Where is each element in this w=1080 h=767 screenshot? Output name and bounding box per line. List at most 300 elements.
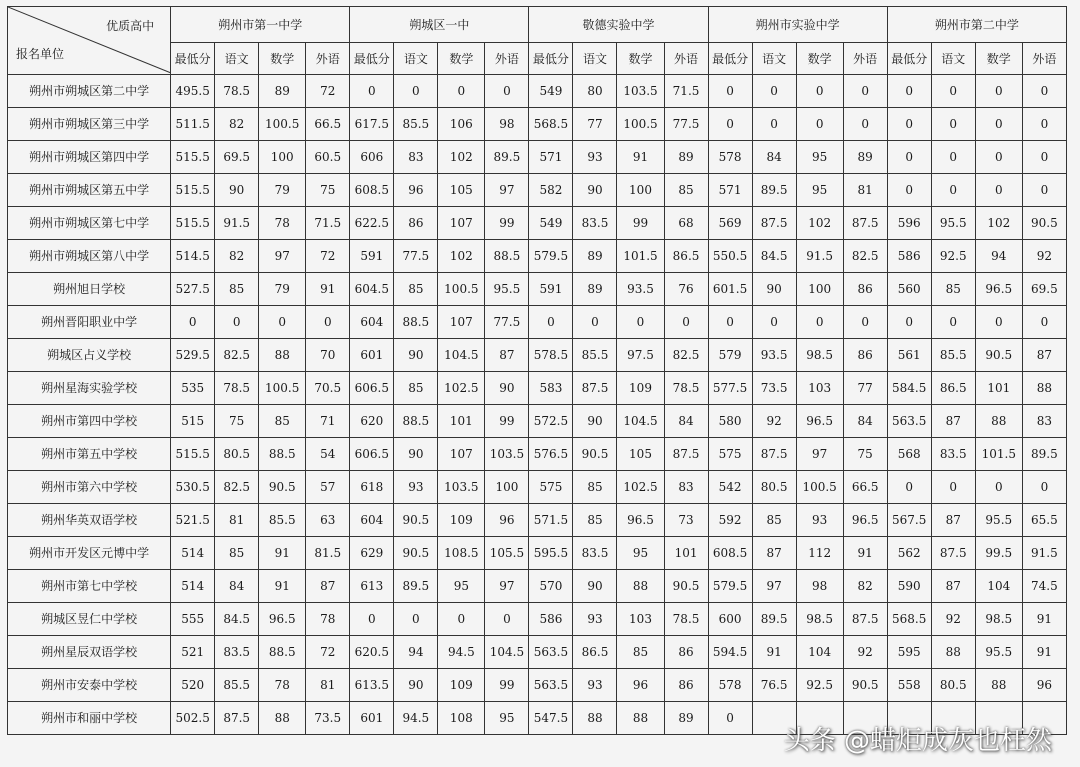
score-cell: 82.5 — [843, 240, 887, 273]
subcolumn-header: 外语 — [843, 43, 887, 75]
row-school-name: 朔州市朔城区第七中学 — [8, 207, 171, 240]
score-cell: 69.5 — [1022, 273, 1066, 306]
score-cell: 92.5 — [796, 669, 843, 702]
score-cell: 88.5 — [394, 306, 438, 339]
score-cell: 0 — [887, 174, 931, 207]
score-cell: 93.5 — [752, 339, 796, 372]
score-cell: 103.5 — [485, 438, 529, 471]
score-cell: 89.5 — [485, 141, 529, 174]
score-cell: 104.5 — [617, 405, 664, 438]
score-cell: 105 — [617, 438, 664, 471]
score-cell: 502.5 — [171, 702, 215, 735]
score-cell: 107 — [438, 207, 485, 240]
table-row — [8, 306, 1067, 339]
score-cell: 71.5 — [306, 207, 350, 240]
score-cell: 0 — [438, 75, 485, 108]
score-cell: 90 — [573, 405, 617, 438]
table-row — [8, 669, 1067, 702]
score-cell: 84 — [215, 570, 259, 603]
score-cell: 601 — [350, 339, 394, 372]
score-cell: 0 — [394, 75, 438, 108]
score-cell: 0 — [1022, 471, 1066, 504]
score-cell: 82 — [215, 240, 259, 273]
score-cell: 89 — [664, 141, 708, 174]
score-cell: 578 — [708, 669, 752, 702]
score-cell: 85 — [573, 471, 617, 504]
score-cell: 96.5 — [796, 405, 843, 438]
score-cell: 96.5 — [617, 504, 664, 537]
score-cell: 78.5 — [664, 603, 708, 636]
school-header: 敬德实验中学 — [529, 7, 708, 43]
table-row — [8, 405, 1067, 438]
score-cell: 92 — [752, 405, 796, 438]
score-cell: 622.5 — [350, 207, 394, 240]
score-table — [7, 6, 1067, 735]
score-cell: 0 — [306, 306, 350, 339]
score-cell: 87 — [931, 570, 975, 603]
score-cell: 0 — [708, 702, 752, 735]
score-cell: 91 — [259, 570, 306, 603]
score-cell: 92 — [1022, 240, 1066, 273]
score-cell: 89 — [664, 702, 708, 735]
score-cell: 83.5 — [573, 207, 617, 240]
score-cell: 103 — [617, 603, 664, 636]
score-cell: 90.5 — [259, 471, 306, 504]
score-cell: 73 — [664, 504, 708, 537]
score-cell: 600 — [708, 603, 752, 636]
score-cell: 93 — [796, 504, 843, 537]
score-cell: 549 — [529, 75, 573, 108]
score-cell: 80.5 — [752, 471, 796, 504]
score-cell: 94 — [394, 636, 438, 669]
score-cell: 595.5 — [529, 537, 573, 570]
score-cell: 60.5 — [306, 141, 350, 174]
score-cell: 80.5 — [215, 438, 259, 471]
score-cell: 104 — [796, 636, 843, 669]
score-cell: 81 — [306, 669, 350, 702]
score-cell: 87 — [931, 504, 975, 537]
row-school-name: 朔城区占义学校 — [8, 339, 171, 372]
subcolumn-header: 数学 — [796, 43, 843, 75]
row-school-name: 朔州市朔城区第八中学 — [8, 240, 171, 273]
score-cell: 0 — [664, 306, 708, 339]
subcolumn-header: 数学 — [259, 43, 306, 75]
score-cell: 57 — [306, 471, 350, 504]
subcolumn-header: 外语 — [485, 43, 529, 75]
score-cell: 81.5 — [306, 537, 350, 570]
score-cell: 93 — [394, 471, 438, 504]
score-cell: 0 — [975, 141, 1022, 174]
score-cell: 86.5 — [573, 636, 617, 669]
score-cell: 96.5 — [843, 504, 887, 537]
score-cell: 562 — [887, 537, 931, 570]
row-school-name: 朔州市朔城区第四中学 — [8, 141, 171, 174]
score-cell: 90.5 — [975, 339, 1022, 372]
score-cell: 76 — [664, 273, 708, 306]
score-cell: 80.5 — [931, 669, 975, 702]
score-cell: 84.5 — [215, 603, 259, 636]
score-cell: 515.5 — [171, 207, 215, 240]
subcolumn-header: 语文 — [215, 43, 259, 75]
score-cell: 575 — [529, 471, 573, 504]
school-header: 朔州市实验中学 — [708, 7, 887, 43]
row-school-name: 朔州星辰双语学校 — [8, 636, 171, 669]
score-cell: 87 — [931, 405, 975, 438]
score-cell: 83.5 — [215, 636, 259, 669]
score-cell: 77 — [843, 372, 887, 405]
score-cell: 100.5 — [259, 372, 306, 405]
score-cell: 103 — [796, 372, 843, 405]
score-cell: 86.5 — [664, 240, 708, 273]
table-row — [8, 108, 1067, 141]
score-cell: 529.5 — [171, 339, 215, 372]
table-row — [8, 504, 1067, 537]
score-cell: 520 — [171, 669, 215, 702]
score-cell: 102 — [438, 141, 485, 174]
score-cell: 577.5 — [708, 372, 752, 405]
score-cell: 591 — [529, 273, 573, 306]
score-cell: 87.5 — [664, 438, 708, 471]
subcolumn-header: 语文 — [394, 43, 438, 75]
score-cell: 78.5 — [664, 372, 708, 405]
score-cell: 570 — [529, 570, 573, 603]
score-cell: 100 — [796, 273, 843, 306]
score-cell: 104.5 — [485, 636, 529, 669]
score-cell: 0 — [931, 141, 975, 174]
score-cell: 530.5 — [171, 471, 215, 504]
score-cell: 96.5 — [259, 603, 306, 636]
score-cell: 73.5 — [306, 702, 350, 735]
watermark: 头条 @蜡炬成灰也枉然 — [783, 726, 1052, 756]
score-cell: 579.5 — [529, 240, 573, 273]
score-cell: 569 — [708, 207, 752, 240]
score-cell: 66.5 — [843, 471, 887, 504]
score-cell: 604.5 — [350, 273, 394, 306]
row-school-name: 朔州市第六中学校 — [8, 471, 171, 504]
score-cell: 0 — [1022, 75, 1066, 108]
score-cell: 70.5 — [306, 372, 350, 405]
score-cell: 0 — [887, 471, 931, 504]
score-cell: 75 — [306, 174, 350, 207]
score-cell: 95 — [796, 141, 843, 174]
score-cell: 92 — [931, 603, 975, 636]
score-cell: 0 — [1022, 174, 1066, 207]
score-cell: 563.5 — [529, 636, 573, 669]
score-cell: 571.5 — [529, 504, 573, 537]
score-cell: 85.5 — [259, 504, 306, 537]
score-cell: 82.5 — [215, 339, 259, 372]
score-cell: 0 — [931, 174, 975, 207]
score-cell: 629 — [350, 537, 394, 570]
score-cell: 0 — [887, 75, 931, 108]
score-cell: 72 — [306, 636, 350, 669]
score-cell: 0 — [843, 75, 887, 108]
score-cell: 582 — [529, 174, 573, 207]
score-cell: 575 — [708, 438, 752, 471]
score-cell: 89 — [573, 273, 617, 306]
score-cell: 91 — [617, 141, 664, 174]
score-cell: 93 — [573, 669, 617, 702]
score-cell: 0 — [708, 306, 752, 339]
subcolumn-header: 最低分 — [171, 43, 215, 75]
score-cell: 606.5 — [350, 438, 394, 471]
score-cell: 521.5 — [171, 504, 215, 537]
score-cell: 0 — [485, 75, 529, 108]
score-cell: 90.5 — [394, 537, 438, 570]
table-row — [8, 372, 1067, 405]
row-school-name: 朔州市和丽中学校 — [8, 702, 171, 735]
score-cell: 99 — [617, 207, 664, 240]
score-cell: 85 — [394, 372, 438, 405]
score-cell: 83.5 — [573, 537, 617, 570]
score-cell: 72 — [306, 75, 350, 108]
score-cell: 90.5 — [394, 504, 438, 537]
score-cell: 72 — [306, 240, 350, 273]
row-school-name: 朔州市朔城区第二中学 — [8, 75, 171, 108]
score-cell: 88 — [617, 702, 664, 735]
score-cell: 102 — [975, 207, 1022, 240]
score-cell: 85.5 — [573, 339, 617, 372]
row-school-name: 朔州华英双语学校 — [8, 504, 171, 537]
score-cell: 97 — [485, 174, 529, 207]
score-cell: 95.5 — [975, 504, 1022, 537]
score-cell: 613 — [350, 570, 394, 603]
score-cell: 90.5 — [843, 669, 887, 702]
score-cell: 109 — [438, 669, 485, 702]
score-cell: 0 — [975, 306, 1022, 339]
score-cell: 606.5 — [350, 372, 394, 405]
score-cell: 66.5 — [306, 108, 350, 141]
score-cell: 0 — [931, 75, 975, 108]
score-cell: 88 — [1022, 372, 1066, 405]
subcolumn-header: 数学 — [438, 43, 485, 75]
score-cell: 0 — [796, 108, 843, 141]
score-cell: 0 — [617, 306, 664, 339]
table-row — [8, 636, 1067, 669]
school-header: 朔城区一中 — [350, 7, 529, 43]
score-cell: 0 — [171, 306, 215, 339]
score-cell: 93 — [573, 141, 617, 174]
score-cell: 572.5 — [529, 405, 573, 438]
score-cell: 90 — [394, 339, 438, 372]
score-cell: 99 — [485, 207, 529, 240]
row-school-name: 朔州旭日学校 — [8, 273, 171, 306]
score-cell: 0 — [1022, 108, 1066, 141]
score-cell: 515.5 — [171, 174, 215, 207]
score-cell: 0 — [529, 306, 573, 339]
score-cell: 78.5 — [215, 372, 259, 405]
score-cell: 83 — [664, 471, 708, 504]
score-cell: 95.5 — [975, 636, 1022, 669]
score-cell: 0 — [796, 306, 843, 339]
score-cell: 595 — [887, 636, 931, 669]
score-cell: 100.5 — [796, 471, 843, 504]
score-cell: 85 — [215, 537, 259, 570]
score-cell: 73.5 — [752, 372, 796, 405]
score-cell: 88.5 — [394, 405, 438, 438]
score-cell: 91.5 — [796, 240, 843, 273]
score-cell: 84 — [843, 405, 887, 438]
score-cell: 85.5 — [394, 108, 438, 141]
score-cell: 91 — [1022, 636, 1066, 669]
subcolumn-header: 外语 — [1022, 43, 1066, 75]
score-cell: 568 — [887, 438, 931, 471]
score-cell: 0 — [887, 141, 931, 174]
score-cell: 82 — [843, 570, 887, 603]
score-cell: 0 — [931, 471, 975, 504]
score-cell: 69.5 — [215, 141, 259, 174]
score-cell: 560 — [887, 273, 931, 306]
score-cell: 95 — [617, 537, 664, 570]
score-cell: 515.5 — [171, 141, 215, 174]
score-cell: 89 — [259, 75, 306, 108]
score-cell: 96 — [617, 669, 664, 702]
score-cell: 101.5 — [975, 438, 1022, 471]
score-cell: 97.5 — [617, 339, 664, 372]
row-school-name: 朔州市第七中学校 — [8, 570, 171, 603]
school-header: 朔州市第一中学 — [171, 7, 350, 43]
score-cell: 0 — [350, 75, 394, 108]
score-cell: 79 — [259, 273, 306, 306]
score-cell: 91 — [306, 273, 350, 306]
subcolumn-header: 最低分 — [529, 43, 573, 75]
score-cell: 78.5 — [215, 75, 259, 108]
score-cell: 91.5 — [1022, 537, 1066, 570]
score-cell: 0 — [752, 306, 796, 339]
score-cell: 511.5 — [171, 108, 215, 141]
score-cell: 0 — [931, 306, 975, 339]
score-cell: 0 — [1022, 306, 1066, 339]
subcolumn-header: 语文 — [931, 43, 975, 75]
score-cell: 104 — [975, 570, 1022, 603]
score-cell: 77 — [573, 108, 617, 141]
score-cell: 90.5 — [664, 570, 708, 603]
score-cell: 88 — [259, 702, 306, 735]
score-cell: 86 — [664, 636, 708, 669]
score-cell: 88 — [975, 405, 1022, 438]
score-cell: 583 — [529, 372, 573, 405]
score-cell: 89 — [843, 141, 887, 174]
row-school-name: 朔州星海实验学校 — [8, 372, 171, 405]
score-cell: 0 — [975, 75, 1022, 108]
score-cell: 515.5 — [171, 438, 215, 471]
score-cell: 108.5 — [438, 537, 485, 570]
score-cell: 77.5 — [485, 306, 529, 339]
score-cell: 100 — [259, 141, 306, 174]
score-cell: 88 — [259, 339, 306, 372]
score-cell: 0 — [215, 306, 259, 339]
score-cell: 91 — [752, 636, 796, 669]
score-cell: 100.5 — [617, 108, 664, 141]
score-cell: 91 — [1022, 603, 1066, 636]
score-cell: 104.5 — [438, 339, 485, 372]
score-cell: 514 — [171, 537, 215, 570]
score-cell: 578 — [708, 141, 752, 174]
score-cell: 100 — [485, 471, 529, 504]
score-cell: 568.5 — [529, 108, 573, 141]
score-cell: 78 — [259, 207, 306, 240]
score-cell: 85 — [752, 504, 796, 537]
score-cell: 107 — [438, 306, 485, 339]
score-cell: 75 — [215, 405, 259, 438]
score-cell: 558 — [887, 669, 931, 702]
score-cell: 84 — [752, 141, 796, 174]
score-cell: 103.5 — [438, 471, 485, 504]
score-cell: 95.5 — [485, 273, 529, 306]
score-cell: 591 — [350, 240, 394, 273]
score-cell: 0 — [350, 603, 394, 636]
score-cell: 102 — [438, 240, 485, 273]
score-cell: 579.5 — [708, 570, 752, 603]
score-cell: 100.5 — [438, 273, 485, 306]
score-cell: 87 — [306, 570, 350, 603]
score-cell: 88 — [617, 570, 664, 603]
score-cell: 601 — [350, 702, 394, 735]
score-cell: 95.5 — [931, 207, 975, 240]
score-cell: 0 — [843, 306, 887, 339]
score-cell: 0 — [708, 108, 752, 141]
score-cell: 105.5 — [485, 537, 529, 570]
score-cell: 103.5 — [617, 75, 664, 108]
score-cell: 94.5 — [394, 702, 438, 735]
score-cell: 90 — [485, 372, 529, 405]
score-cell: 85 — [394, 273, 438, 306]
subcolumn-header: 数学 — [617, 43, 664, 75]
score-cell: 515 — [171, 405, 215, 438]
score-cell: 78 — [306, 603, 350, 636]
score-cell: 101 — [975, 372, 1022, 405]
table-row — [8, 570, 1067, 603]
score-cell: 0 — [843, 108, 887, 141]
score-cell: 98 — [485, 108, 529, 141]
score-cell: 620.5 — [350, 636, 394, 669]
score-cell: 590 — [887, 570, 931, 603]
score-cell: 601.5 — [708, 273, 752, 306]
score-cell: 78 — [259, 669, 306, 702]
score-cell: 85 — [931, 273, 975, 306]
row-school-name: 朔州晋阳职业中学 — [8, 306, 171, 339]
score-cell: 0 — [931, 108, 975, 141]
score-cell: 83 — [394, 141, 438, 174]
subcolumn-header: 最低分 — [708, 43, 752, 75]
score-cell: 83.5 — [931, 438, 975, 471]
score-cell: 81 — [215, 504, 259, 537]
score-cell: 88 — [573, 702, 617, 735]
score-cell: 98.5 — [796, 339, 843, 372]
score-cell: 0 — [887, 306, 931, 339]
score-cell: 74.5 — [1022, 570, 1066, 603]
subcolumn-header: 最低分 — [887, 43, 931, 75]
score-cell: 109 — [617, 372, 664, 405]
score-cell: 0 — [752, 75, 796, 108]
score-cell: 87.5 — [843, 603, 887, 636]
score-cell: 86.5 — [931, 372, 975, 405]
score-cell: 571 — [529, 141, 573, 174]
row-school-name: 朔州市开发区元博中学 — [8, 537, 171, 570]
score-cell: 106 — [438, 108, 485, 141]
score-cell: 82.5 — [664, 339, 708, 372]
score-cell: 98 — [796, 570, 843, 603]
score-cell: 68 — [664, 207, 708, 240]
score-cell: 495.5 — [171, 75, 215, 108]
row-school-name: 朔州市第四中学校 — [8, 405, 171, 438]
score-cell: 87 — [485, 339, 529, 372]
score-cell: 0 — [259, 306, 306, 339]
score-cell: 88.5 — [485, 240, 529, 273]
score-cell: 77.5 — [394, 240, 438, 273]
score-cell: 88 — [975, 669, 1022, 702]
score-cell: 571 — [708, 174, 752, 207]
